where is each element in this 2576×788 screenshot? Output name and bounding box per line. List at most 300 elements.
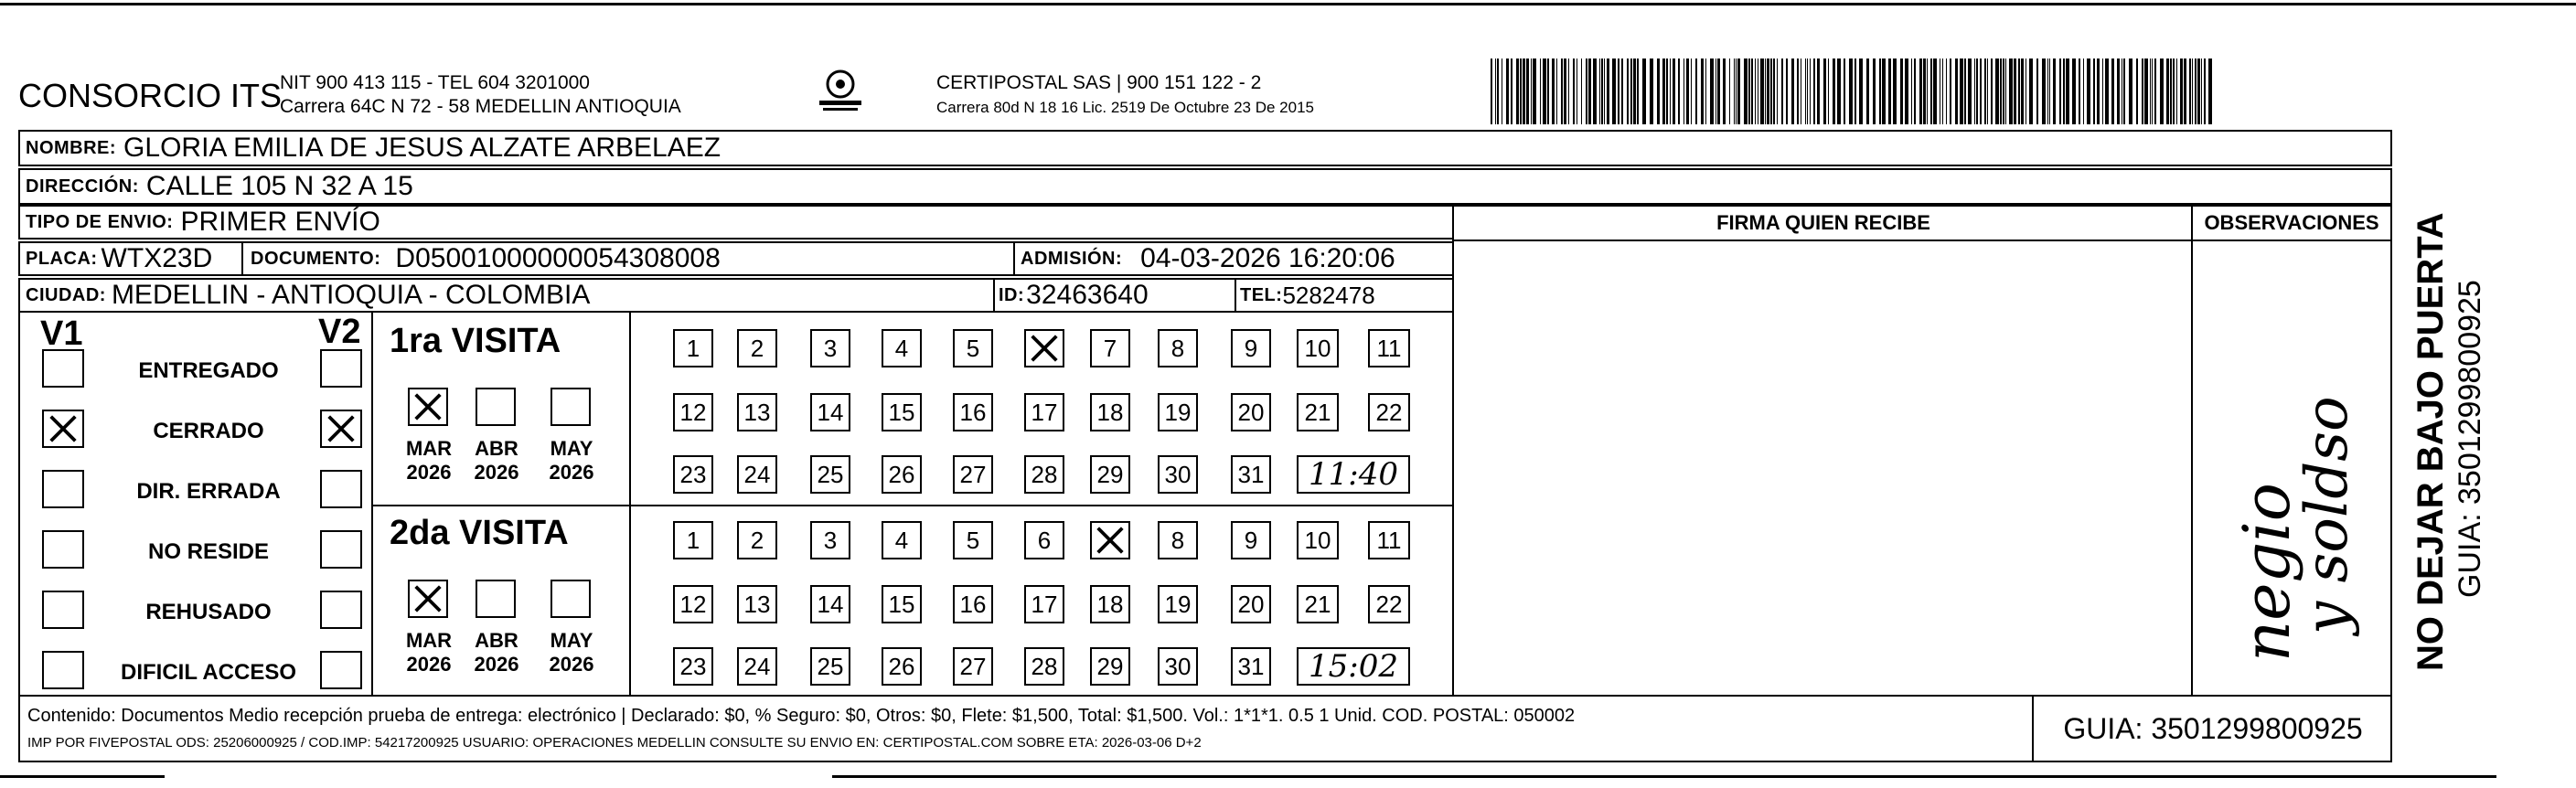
day-box[interactable]: 10	[1297, 329, 1339, 367]
barcode-bar	[1744, 59, 1748, 124]
day-box[interactable]: 14	[810, 393, 850, 431]
barcode-bar	[2018, 59, 2020, 124]
barcode-bar	[1900, 59, 1903, 124]
company-name: CONSORCIO ITS	[18, 77, 283, 114]
barcode-bar	[1723, 59, 1726, 124]
barcode-bar	[1955, 59, 1958, 124]
barcode-bar	[1705, 59, 1706, 124]
barcode-bar	[1833, 59, 1835, 124]
barcode-bar	[1710, 59, 1714, 124]
barcode-bar	[2176, 59, 2177, 124]
placa-value: WTX23D	[101, 243, 213, 273]
barcode-bar	[2083, 59, 2084, 124]
day-box[interactable]: 30	[1158, 455, 1198, 494]
barcode-bar	[2014, 59, 2016, 124]
barcode-bar	[2105, 59, 2109, 124]
barcode-bar	[1946, 59, 1947, 124]
barcode-bar	[1968, 59, 1972, 124]
barcode-bar	[1540, 59, 1541, 124]
side-guia: GUIA: 3501299800925	[2453, 280, 2487, 598]
barcode-bar	[1974, 59, 1975, 124]
day-box[interactable]: 29	[1090, 455, 1130, 494]
barcode-bar	[2005, 59, 2006, 124]
day-box[interactable]: 11	[1368, 329, 1410, 367]
barcode-bar	[2059, 59, 2061, 124]
barcode-bar	[1950, 59, 1951, 124]
barcode-bar	[1911, 59, 1912, 124]
day-box[interactable]: 8	[1158, 329, 1198, 367]
barcode-bar	[1607, 59, 1609, 124]
barcode-bar	[2036, 59, 2038, 124]
barcode-bar	[2111, 59, 2114, 124]
month-label	[540, 437, 604, 485]
day-box[interactable]	[1090, 521, 1130, 559]
day-box[interactable]: 26	[882, 647, 922, 686]
placa-label: PLACA:	[26, 248, 98, 269]
barcode-bar	[1737, 59, 1740, 124]
ciudad-value: MEDELLIN - ANTIOQUIA - COLOMBIA	[111, 280, 591, 310]
v1-checkbox[interactable]	[42, 410, 84, 448]
barcode-bar	[1683, 59, 1684, 124]
month-checkbox[interactable]	[550, 580, 591, 618]
status-option-label: CERRADO	[153, 419, 264, 443]
day-box[interactable]: 9	[1231, 521, 1271, 559]
barcode-bar	[1879, 59, 1881, 124]
barcode-bar	[1627, 59, 1629, 124]
barcode-bar	[1506, 59, 1509, 124]
day-box[interactable]: 2	[737, 329, 777, 367]
status-option-label: NO RESIDE	[147, 539, 270, 564]
direccion-value: CALLE 105 N 32 A 15	[145, 171, 413, 201]
barcode-bar	[1927, 59, 1928, 124]
barcode-bar	[2142, 59, 2143, 124]
status-option-label: DIR. ERRADA	[136, 479, 281, 504]
barcode-bar	[1844, 59, 1845, 124]
barcode-bar	[1666, 59, 1668, 124]
v2-checkbox[interactable]	[320, 349, 362, 388]
barcode-bar	[2049, 59, 2050, 124]
day-box[interactable]: 15	[882, 585, 922, 623]
v1-header: V1	[40, 314, 83, 353]
day-box[interactable]: 11	[1368, 521, 1410, 559]
barcode-bar	[1588, 59, 1591, 124]
barcode-bar	[2117, 59, 2120, 124]
v1-checkbox[interactable]	[42, 591, 84, 629]
barcode-bar	[1673, 59, 1675, 124]
day-box[interactable]: 1	[673, 521, 713, 559]
day-box[interactable]: 26	[882, 455, 922, 494]
id-value: 32463640	[1026, 280, 1149, 310]
barcode-bar	[1543, 59, 1546, 124]
barcode-bar	[1849, 59, 1853, 124]
month-checkbox[interactable]	[408, 580, 448, 618]
v2-checkbox[interactable]	[320, 591, 362, 629]
barcode-bar	[1960, 59, 1963, 124]
barcode-bar	[2063, 59, 2065, 124]
barcode-bar	[1511, 59, 1512, 124]
day-box[interactable]: 17	[1024, 393, 1064, 431]
status-option-label: ENTREGADO	[138, 358, 279, 383]
handwritten-observation	[2193, 241, 2390, 689]
row-nombre	[18, 130, 2392, 166]
carrier-address: Carrera 80d N 18 16 Lic. 2519 De Octubre 23 De 2015	[936, 99, 1314, 116]
barcode-bar	[2152, 59, 2153, 124]
month-checkbox[interactable]	[476, 388, 516, 426]
company-nit: NIT 900 413 115 - TEL 604 3201000	[280, 72, 590, 93]
day-box[interactable]: 16	[953, 585, 993, 623]
day-box[interactable]: 1	[673, 329, 713, 367]
v2-checkbox[interactable]	[320, 410, 362, 448]
barcode-bar	[2066, 59, 2069, 124]
handwritten-line-2: y soldso	[2293, 396, 2361, 634]
barcode-bar	[2021, 59, 2024, 124]
day-box[interactable]: 4	[882, 329, 922, 367]
month-checkbox[interactable]	[550, 388, 591, 426]
month-year: 2026	[474, 653, 519, 676]
observaciones-panel	[2191, 205, 2392, 697]
day-box[interactable]: 3	[810, 521, 850, 559]
month-year: 2026	[549, 653, 594, 676]
barcode-bar	[2184, 59, 2186, 124]
barcode-bar	[1933, 59, 1937, 124]
certipostal-logo-icon	[818, 68, 863, 115]
barcode-bar	[1526, 59, 1529, 124]
barcode-bar	[2173, 59, 2175, 124]
barcode-bar	[1533, 59, 1536, 124]
day-box[interactable]: 14	[810, 585, 850, 623]
barcode-bar	[1531, 59, 1532, 124]
barcode-bar	[1586, 59, 1587, 124]
barcode-bar	[2166, 59, 2169, 124]
tel-label: TEL:	[1240, 284, 1283, 305]
month-name: MAR	[405, 629, 453, 652]
day-box[interactable]: 19	[1158, 393, 1198, 431]
barcode-bar	[1523, 59, 1525, 124]
barcode-bar	[1866, 59, 1869, 124]
barcode-bar	[2160, 59, 2164, 124]
x-mark-icon	[1092, 523, 1128, 558]
row-placa	[18, 241, 1454, 276]
barcode-bar	[1495, 59, 1496, 124]
row-tipo	[18, 205, 1454, 240]
day-box[interactable]: 28	[1024, 647, 1064, 686]
barcode-bar	[1942, 59, 1943, 124]
v1-checkbox[interactable]	[42, 651, 84, 689]
handwritten-line-1: negio	[2229, 483, 2304, 662]
row-ciudad	[18, 278, 1454, 313]
barcode-bar	[1678, 59, 1680, 124]
barcode-bar	[1888, 59, 1891, 124]
month-checkbox[interactable]	[476, 580, 516, 618]
barcode-bar	[2201, 59, 2202, 124]
footer-line2: IMP POR FIVEPOSTAL ODS: 25206000925 / COD.IMP: 54217200925 USUARIO: OPERACIONES MEDELLIN CONSULTE SU ENVIO EN: CERTIPOSTAL.COM SOBRE ETA: 2026-03-06 D+2	[27, 735, 1202, 751]
month-year: 2026	[474, 461, 519, 484]
barcode-bar	[1516, 59, 1519, 124]
barcode-bar	[2129, 59, 2132, 124]
barcode-bar	[1777, 59, 1778, 124]
visit-time[interactable]: 15:02	[1297, 647, 1410, 686]
day-box[interactable]: 15	[882, 393, 922, 431]
day-box[interactable]: 22	[1368, 585, 1410, 623]
barcode-bar	[1980, 59, 1982, 124]
status-option-label: DIFICIL ACCESO	[120, 660, 296, 685]
barcode-bar	[1893, 59, 1897, 124]
day-box[interactable]: 12	[673, 393, 713, 431]
firma-panel	[1452, 205, 2193, 697]
barcode-bar	[2144, 59, 2148, 124]
barcode-bar	[1995, 59, 1999, 124]
x-mark-icon	[44, 411, 82, 446]
company-address: Carrera 64C N 72 - 58 MEDELLIN ANTIOQUIA	[280, 96, 681, 117]
barcode-bar	[2079, 59, 2080, 124]
barcode-bar	[1751, 59, 1753, 124]
day-box[interactable]: 28	[1024, 455, 1064, 494]
day-box[interactable]: 4	[882, 521, 922, 559]
v2-checkbox[interactable]	[320, 651, 362, 689]
day-box[interactable]: 10	[1297, 521, 1339, 559]
barcode-bar	[1755, 59, 1756, 124]
day-box[interactable]: 3	[810, 329, 850, 367]
barcode-bar	[1805, 59, 1806, 124]
v2-checkbox[interactable]	[320, 470, 362, 508]
month-name: ABR	[475, 629, 518, 652]
x-mark-icon	[410, 389, 446, 424]
barcode-bar	[2197, 59, 2200, 124]
day-box[interactable]: 21	[1297, 393, 1339, 431]
barcode-bar	[2136, 59, 2138, 124]
barcode-bar	[1642, 59, 1646, 124]
barcode-bar	[1873, 59, 1876, 124]
documento-value: D05001000000054308008	[395, 243, 721, 273]
barcode-bar	[2087, 59, 2090, 124]
barcode-bar	[2208, 59, 2212, 124]
visit-time[interactable]: 11:40	[1297, 455, 1410, 494]
v1-checkbox[interactable]	[42, 530, 84, 569]
barcode-bar	[2000, 59, 2002, 124]
barcode-bar	[1561, 59, 1563, 124]
month-year: 2026	[406, 653, 452, 676]
day-box[interactable]: 5	[953, 521, 993, 559]
day-box[interactable]: 7	[1090, 329, 1130, 367]
barcode-bar	[1791, 59, 1794, 124]
barcode-bar	[1657, 59, 1660, 124]
day-box[interactable]: 2	[737, 521, 777, 559]
day-box[interactable]: 23	[673, 647, 713, 686]
month-name: ABR	[475, 437, 518, 460]
barcode-bar	[1581, 59, 1582, 124]
barcode-bar	[2170, 59, 2172, 124]
barcode-bar	[1905, 59, 1908, 124]
barcode-bar	[1859, 59, 1863, 124]
barcode-bar	[1573, 59, 1575, 124]
footer-line1: Contenido: Documentos Medio recepción prueba de entrega: electrónico | Declarado: $0, % Seguro: $0, Otros: $0, Flete: $1,500, Total: $1,500. Vol.: 1*1*1. 0.5 1 Unid. COD. POSTAL: 050002	[27, 706, 1576, 726]
day-box[interactable]: 6	[1024, 521, 1064, 559]
barcode-bar	[1828, 59, 1829, 124]
bottom-edge-left	[0, 775, 165, 778]
barcode-bar	[1686, 59, 1689, 124]
barcode-bar	[1729, 59, 1730, 124]
observaciones-label: OBSERVACIONES	[2193, 207, 2390, 241]
day-box[interactable]: 23	[673, 455, 713, 494]
day-box[interactable]: 31	[1231, 455, 1271, 494]
day-box[interactable]: 18	[1090, 393, 1130, 431]
barcode-bar	[1556, 59, 1557, 124]
barcode-bar	[1930, 59, 1932, 124]
month-name: MAR	[405, 437, 453, 460]
bottom-edge-right	[832, 775, 2496, 778]
month-year: 2026	[406, 461, 452, 484]
barcode-bar	[1991, 59, 1993, 124]
month-name: MAY	[550, 437, 593, 460]
v1-checkbox[interactable]	[42, 349, 84, 388]
barcode-bar	[1797, 59, 1799, 124]
barcode-bar	[1691, 59, 1692, 124]
barcode-bar	[1987, 59, 1988, 124]
day-box[interactable]: 16	[953, 393, 993, 431]
month-year: 2026	[549, 461, 594, 484]
barcode-bar	[1662, 59, 1665, 124]
barcode-bar	[1497, 59, 1499, 124]
day-box[interactable]: 31	[1231, 647, 1271, 686]
month-label	[540, 629, 604, 676]
day-box[interactable]: 27	[953, 647, 993, 686]
barcode-bar	[1786, 59, 1788, 124]
admision-value: 04-03-2026 16:20:06	[1140, 243, 1395, 273]
barcode-bar	[1552, 59, 1555, 124]
v1-checkbox[interactable]	[42, 470, 84, 508]
day-box[interactable]: 21	[1297, 585, 1339, 623]
day-box[interactable]: 17	[1024, 585, 1064, 623]
visit2-title: 2da VISITA	[390, 514, 569, 552]
carrier-name: CERTIPOSTAL SAS | 900 151 122 - 2	[936, 72, 1262, 93]
barcode-bar	[2195, 59, 2197, 124]
day-box[interactable]	[1024, 329, 1064, 367]
barcode-bar	[1919, 59, 1922, 124]
documento-label: DOCUMENTO:	[251, 248, 381, 269]
barcode-bar	[1837, 59, 1841, 124]
day-box[interactable]: 20	[1231, 393, 1271, 431]
barcode-bar	[1773, 59, 1775, 124]
barcode-bar	[1630, 59, 1632, 124]
month-label	[397, 437, 461, 485]
barcode-bar	[1914, 59, 1916, 124]
barcode-bar	[1621, 59, 1623, 124]
barcode-bar	[1618, 59, 1619, 124]
month-name: MAY	[550, 629, 593, 652]
certipostal-logo	[818, 68, 863, 115]
barcode-bar	[1601, 59, 1603, 124]
firma-label: FIRMA QUIEN RECIBE	[1454, 207, 2193, 241]
barcode	[1491, 59, 2213, 124]
barcode-bar	[1807, 59, 1808, 124]
id-label: ID:	[999, 284, 1025, 305]
admision-label: ADMISIÓN:	[1021, 248, 1123, 269]
ciudad-label: CIUDAD:	[26, 284, 106, 305]
barcode-bar	[1770, 59, 1772, 124]
barcode-bar	[2123, 59, 2125, 124]
barcode-bar	[1823, 59, 1826, 124]
barcode-bar	[1568, 59, 1569, 124]
day-box[interactable]: 30	[1158, 647, 1198, 686]
day-box[interactable]: 20	[1231, 585, 1271, 623]
barcode-bar	[2192, 59, 2193, 124]
barcode-bar	[1767, 59, 1769, 124]
day-box[interactable]: 25	[810, 647, 850, 686]
day-box[interactable]: 8	[1158, 521, 1198, 559]
barcode-bar	[2003, 59, 2004, 124]
row-direccion	[18, 168, 2392, 205]
barcode-bar	[2204, 59, 2206, 124]
barcode-bar	[2053, 59, 2056, 124]
barcode-bar	[1964, 59, 1966, 124]
month-checkbox[interactable]	[408, 388, 448, 426]
barcode-bar	[2072, 59, 2076, 124]
v2-header: V2	[318, 313, 361, 351]
barcode-bar	[2154, 59, 2156, 124]
barcode-bar	[1564, 59, 1566, 124]
barcode-bar	[1765, 59, 1766, 124]
x-mark-icon	[322, 411, 360, 446]
barcode-bar	[1810, 59, 1811, 124]
day-box[interactable]: 9	[1231, 329, 1271, 367]
barcode-bar	[2047, 59, 2048, 124]
no-dejar-warning: NO DEJAR BAJO PUERTA	[2410, 212, 2451, 671]
day-box[interactable]: 29	[1090, 647, 1130, 686]
barcode-bar	[2042, 59, 2046, 124]
nombre-value: GLORIA EMILIA DE JESUS ALZATE ARBELAEZ	[123, 133, 721, 163]
barcode-bar	[2093, 59, 2095, 124]
divider-visit-rows	[371, 505, 1454, 506]
day-box[interactable]: 12	[673, 585, 713, 623]
day-box[interactable]: 5	[953, 329, 993, 367]
day-box[interactable]: 13	[737, 585, 777, 623]
barcode-bar	[1736, 59, 1737, 124]
v2-checkbox[interactable]	[320, 530, 362, 569]
barcode-bar	[1593, 59, 1597, 124]
barcode-bar	[2102, 59, 2103, 124]
barcode-bar	[1882, 59, 1886, 124]
day-box[interactable]: 18	[1090, 585, 1130, 623]
day-box[interactable]: 22	[1368, 393, 1410, 431]
barcode-bar	[1701, 59, 1704, 124]
barcode-bar	[1612, 59, 1616, 124]
barcode-bar	[2180, 59, 2183, 124]
day-box[interactable]: 13	[737, 393, 777, 431]
barcode-bar	[1650, 59, 1653, 124]
barcode-bar	[1637, 59, 1639, 124]
tipo-label: TIPO DE ENVIO:	[26, 211, 174, 232]
footer-guia: GUIA: 3501299800925	[2063, 711, 2363, 745]
tipo-value: PRIMER ENVÍO	[180, 207, 380, 237]
tel-value: 5282478	[1282, 281, 1375, 309]
barcode-bar	[1547, 59, 1549, 124]
top-edge	[0, 0, 2576, 5]
day-box[interactable]: 19	[1158, 585, 1198, 623]
status-option-label: REHUSADO	[145, 600, 272, 624]
day-box[interactable]: 24	[737, 455, 777, 494]
barcode-bar	[1781, 59, 1783, 124]
day-box[interactable]: 27	[953, 455, 993, 494]
barcode-bar	[1813, 59, 1815, 124]
barcode-bar	[1748, 59, 1750, 124]
barcode-bar	[1520, 59, 1522, 124]
barcode-bar	[1923, 59, 1926, 124]
nombre-label: NOMBRE:	[26, 137, 117, 158]
day-box[interactable]: 24	[737, 647, 777, 686]
barcode-bar	[1734, 59, 1735, 124]
x-mark-icon	[410, 581, 446, 616]
day-box[interactable]: 25	[810, 455, 850, 494]
